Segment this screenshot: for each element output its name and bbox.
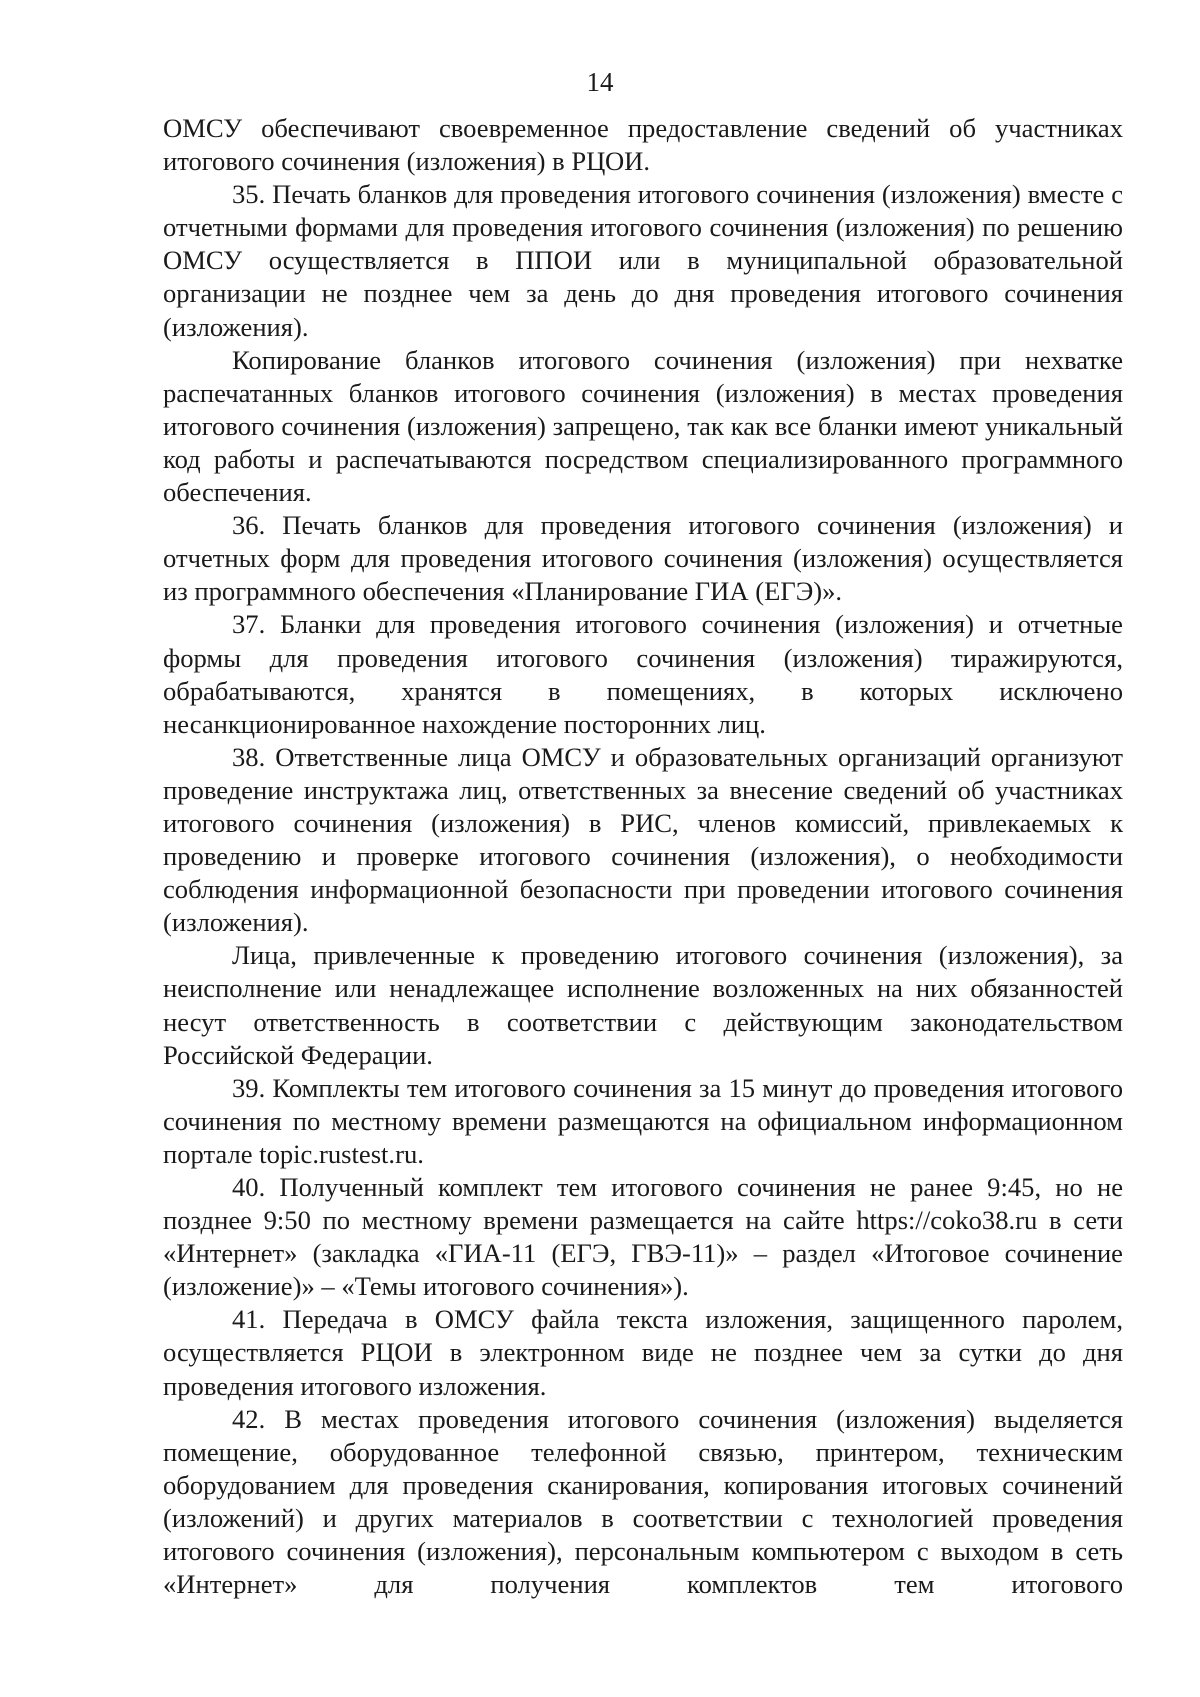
paragraph-copying-forms: Копирование бланков итогового сочинения (изложения) при нехватке распечатанных бланков итогового сочинения (изложения) в местах проведения итогового сочинения (изложения) запрещено, так как все бланки имеют уникальный код работы и распечатываются посредством специализированного программного обеспечения. — [163, 344, 1123, 508]
paragraph-omsu-info: ОМСУ обеспечивают своевременное предоставление сведений об участниках итогового сочинения (изложения) в РЦОИ. — [163, 113, 1123, 177]
document-body — [163, 112, 1123, 1601]
paragraph-35: 35. Печать бланков для проведения итогового сочинения (изложения) вместе с отчетными формами для проведения итогового сочинения (изложения) по решению ОМСУ осуществляется в ППОИ или в муниципальной образовательной организации не позднее чем за день до дня проведения итогового сочинения (изложения). — [163, 179, 1123, 342]
paragraph-38: 38. Ответственные лица ОМСУ и образовательных организаций организуют проведение инструктажа лиц, ответственных за внесение сведений об участниках итогового сочинения (изложения) в РИС, членов комиссий, привлекаемых к проведению и проверке итогового сочинения (изложения), о необходимости соблюдения информационной безопасности при проведении итогового сочинения (изложения). — [163, 741, 1123, 938]
paragraph-39: 39. Комплекты тем итогового сочинения за 15 минут до проведения итогового сочинения по местному времени размещаются на официальном информационном портале topic.rustest.ru. — [163, 1072, 1123, 1169]
paragraph-40: 40. Полученный комплект тем итогового сочинения не ранее 9:45, но не позднее 9:50 по местному времени размещается на сайте https://coko38.ru в сети «Интернет» (закладка «ГИА-11 (ЕГЭ, ГВЭ-11)» – раздел «Итоговое сочинение (изложение)» – «Темы итогового сочинения»). — [163, 1172, 1123, 1302]
paragraph-42: 42. В местах проведения итогового сочинения (изложения) выделяется помещение, оборудованное телефонной связью, принтером, техническим оборудованием для проведения сканирования, копирования итоговых сочинений (изложений) и других материалов в соответствии с технологией проведения итогового сочинения (изложения), персональным компьютером с выходом в сеть «Интернет» для получения комплектов тем итогового — [163, 1403, 1123, 1600]
paragraph-37: 37. Бланки для проведения итогового сочинения (изложения) и отчетные формы для проведения итогового сочинения (изложения) тиражируются, обрабатываются, хранятся в помещениях, в которых исключено несанкционированное нахождение посторонних лиц. — [163, 609, 1123, 739]
paragraph-responsibility: Лица, привлеченные к проведению итогового сочинения (изложения), за неисполнение или ненадлежащее исполнение возложенных на них обязанностей несут ответственность в соответствии с действующим законодательством Российской Федерации. — [163, 940, 1123, 1070]
paragraph-41: 41. Передача в ОМСУ файла текста изложения, защищенного паролем, осуществляется РЦОИ в электронном виде не позднее чем за сутки до дня проведения итогового изложения. — [163, 1304, 1123, 1401]
paragraph-36: 36. Печать бланков для проведения итогового сочинения (изложения) и отчетных форм для проведения итогового сочинения (изложения) осуществляется из программного обеспечения «Планирование ГИА (ЕГЭ)». — [163, 510, 1123, 607]
page-number: 14 — [586, 67, 614, 97]
